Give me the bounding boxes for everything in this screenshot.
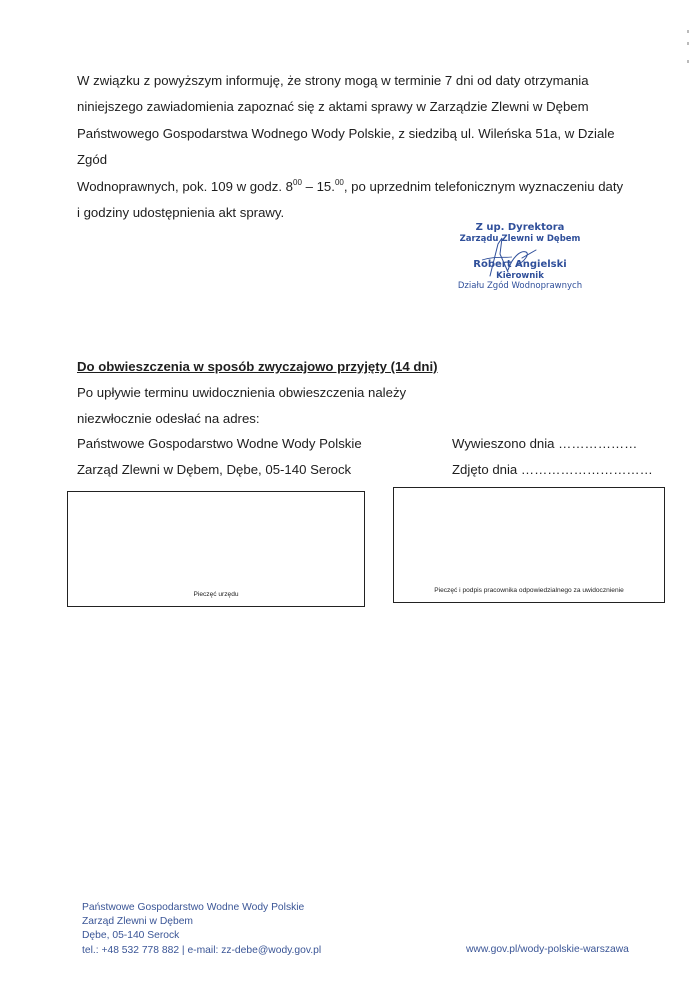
notice-address-unit: Zarząd Zlewni w Dębem, Dębe, 05-140 Serock — [77, 462, 352, 478]
scan-mark — [687, 60, 689, 63]
footer-unit: Zarząd Zlewni w Dębem — [82, 916, 194, 928]
scan-mark — [687, 42, 689, 45]
posted-date-field: Wywieszono dnia ……………… — [452, 436, 638, 451]
notice-line-1: Po upływie terminu uwidocznienia obwieszczenia należy — [77, 384, 407, 400]
footer-phone-email: tel.: +48 532 778 882 | e-mail: zz-debe@wody.gov.pl — [82, 944, 322, 956]
body-line-4-b: – 15. — [301, 178, 335, 194]
posting-dates — [452, 431, 653, 483]
notice-line-2: niezwłocznie odesłać na adres: — [77, 410, 260, 426]
footer-contact — [82, 901, 321, 958]
body-paragraph — [77, 68, 637, 226]
body-line-3: Państwowego Gospodarstwa Wodnego Wody Polskie, z siedzibą ul. Wileńska 51a, w Dziale Zgód — [77, 125, 615, 168]
body-line-5: i godziny udostępnienia akt sprawy. — [77, 205, 285, 221]
body-line-2: niniejszego zawiadomienia zapoznać się z aktami sprawy w Zarządzie Zlewni w Dębem — [77, 99, 589, 115]
footer-address: Dębe, 05-140 Serock — [82, 930, 180, 942]
hour-end-superscript: 00 — [334, 177, 344, 187]
handwritten-signature-icon — [438, 232, 558, 282]
notice-block — [77, 354, 438, 483]
body-line-1: W związku z powyższym informuję, że strony mogą w terminie 7 dni od daty otrzymania — [77, 73, 589, 88]
office-stamp-label: Pieczęć urzędu — [193, 591, 239, 598]
office-stamp-box — [67, 491, 365, 607]
footer-org: Państwowe Gospodarstwo Wodne Wody Polskie — [82, 902, 305, 913]
signature-department: Działu Zgód Wodnoprawnych — [457, 281, 583, 291]
hour-start-superscript: 00 — [293, 177, 302, 187]
signature-unit: Zarządu Zlewni w Dębem — [459, 234, 581, 244]
signature-authority: Z up. Dyrektora — [475, 222, 565, 233]
notice-heading: Do obwieszczenia w sposób zwyczajowo przyjęty (14 dni) — [77, 359, 438, 374]
removed-date-field: Zdjęto dnia ………………………… — [452, 461, 653, 477]
signature-name: Robert Angielski — [473, 259, 567, 270]
body-line-4-a: Wodnoprawnych, pok. 109 w godz. 8 — [77, 178, 294, 194]
body-line-4-c: , po uprzednim telefonicznym wyznaczeniu daty — [343, 178, 624, 194]
notice-address-org: Państwowe Gospodarstwo Wodne Wody Polskie — [77, 436, 362, 452]
footer-website: www.gov.pl/wody-polskie-warszawa — [466, 944, 629, 955]
employee-stamp-box — [393, 487, 665, 603]
employee-stamp-label: Pieczęć i podpis pracownika odpowiedzialnego za uwidocznienie — [434, 587, 624, 594]
scan-mark — [687, 30, 689, 33]
body-line-4 — [77, 174, 637, 200]
signature-position: Kierownik — [496, 271, 544, 281]
